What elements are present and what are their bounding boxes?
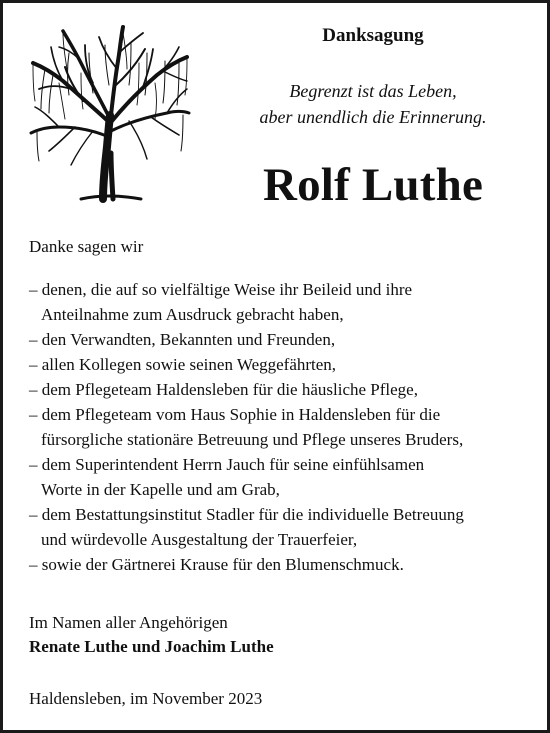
list-item-line: – denen, die auf so vielfältige Weise ihr Beileid und ihre bbox=[29, 280, 413, 299]
list-item-line: – allen Kollegen sowie seinen Weggefährten, bbox=[29, 355, 337, 374]
list-item-line: – dem Pflegeteam Haldensleben für die häusliche Pflege, bbox=[29, 380, 418, 399]
quote-line: Begrenzt ist das Leben, bbox=[289, 81, 457, 101]
list-item-continuation: und würdevolle Ausgestaltung der Trauerfeier, bbox=[41, 530, 358, 549]
list-item bbox=[29, 327, 534, 352]
signers: Renate Luthe und Joachim Luthe bbox=[29, 637, 274, 656]
list-item bbox=[29, 277, 534, 327]
list-item-continuation: Anteilnahme zum Ausdruck gebracht haben, bbox=[41, 305, 344, 324]
list-item-continuation: Worte in der Kapelle und am Grab, bbox=[41, 480, 280, 499]
quote-line: aber unendlich die Erinnerung. bbox=[259, 107, 487, 127]
list-item-line: – den Verwandten, Bekannten und Freunden, bbox=[29, 330, 336, 349]
list-item-line: – dem Pflegeteam vom Haus Sophie in Haldensleben für die bbox=[29, 405, 441, 424]
list-item bbox=[29, 377, 534, 402]
list-item bbox=[29, 502, 534, 552]
thanks-list bbox=[29, 277, 534, 577]
list-item-line: – dem Bestattungsinstitut Stadler für die individuelle Betreuung bbox=[29, 505, 464, 524]
list-item bbox=[29, 552, 534, 577]
list-item bbox=[29, 452, 534, 502]
list-item-continuation: fürsorgliche stationäre Betreuung und Pflege unseres Bruders, bbox=[41, 430, 464, 449]
bare-tree-icon bbox=[23, 23, 193, 208]
intro-text: Danke sagen wir bbox=[29, 237, 144, 256]
deceased-name: Rolf Luthe bbox=[262, 159, 484, 211]
heading: Danksagung bbox=[322, 25, 424, 46]
quote bbox=[203, 78, 543, 130]
closing-text: Im Namen aller Angehörigen bbox=[29, 613, 228, 632]
place-date: Haldensleben, im November 2023 bbox=[29, 689, 263, 708]
list-item-line: – sowie der Gärtnerei Krause für den Blumenschmuck. bbox=[29, 555, 404, 574]
list-item bbox=[29, 402, 534, 452]
list-item-line: – dem Superintendent Herrn Jauch für seine einfühlsamen bbox=[29, 455, 425, 474]
list-item bbox=[29, 352, 534, 377]
